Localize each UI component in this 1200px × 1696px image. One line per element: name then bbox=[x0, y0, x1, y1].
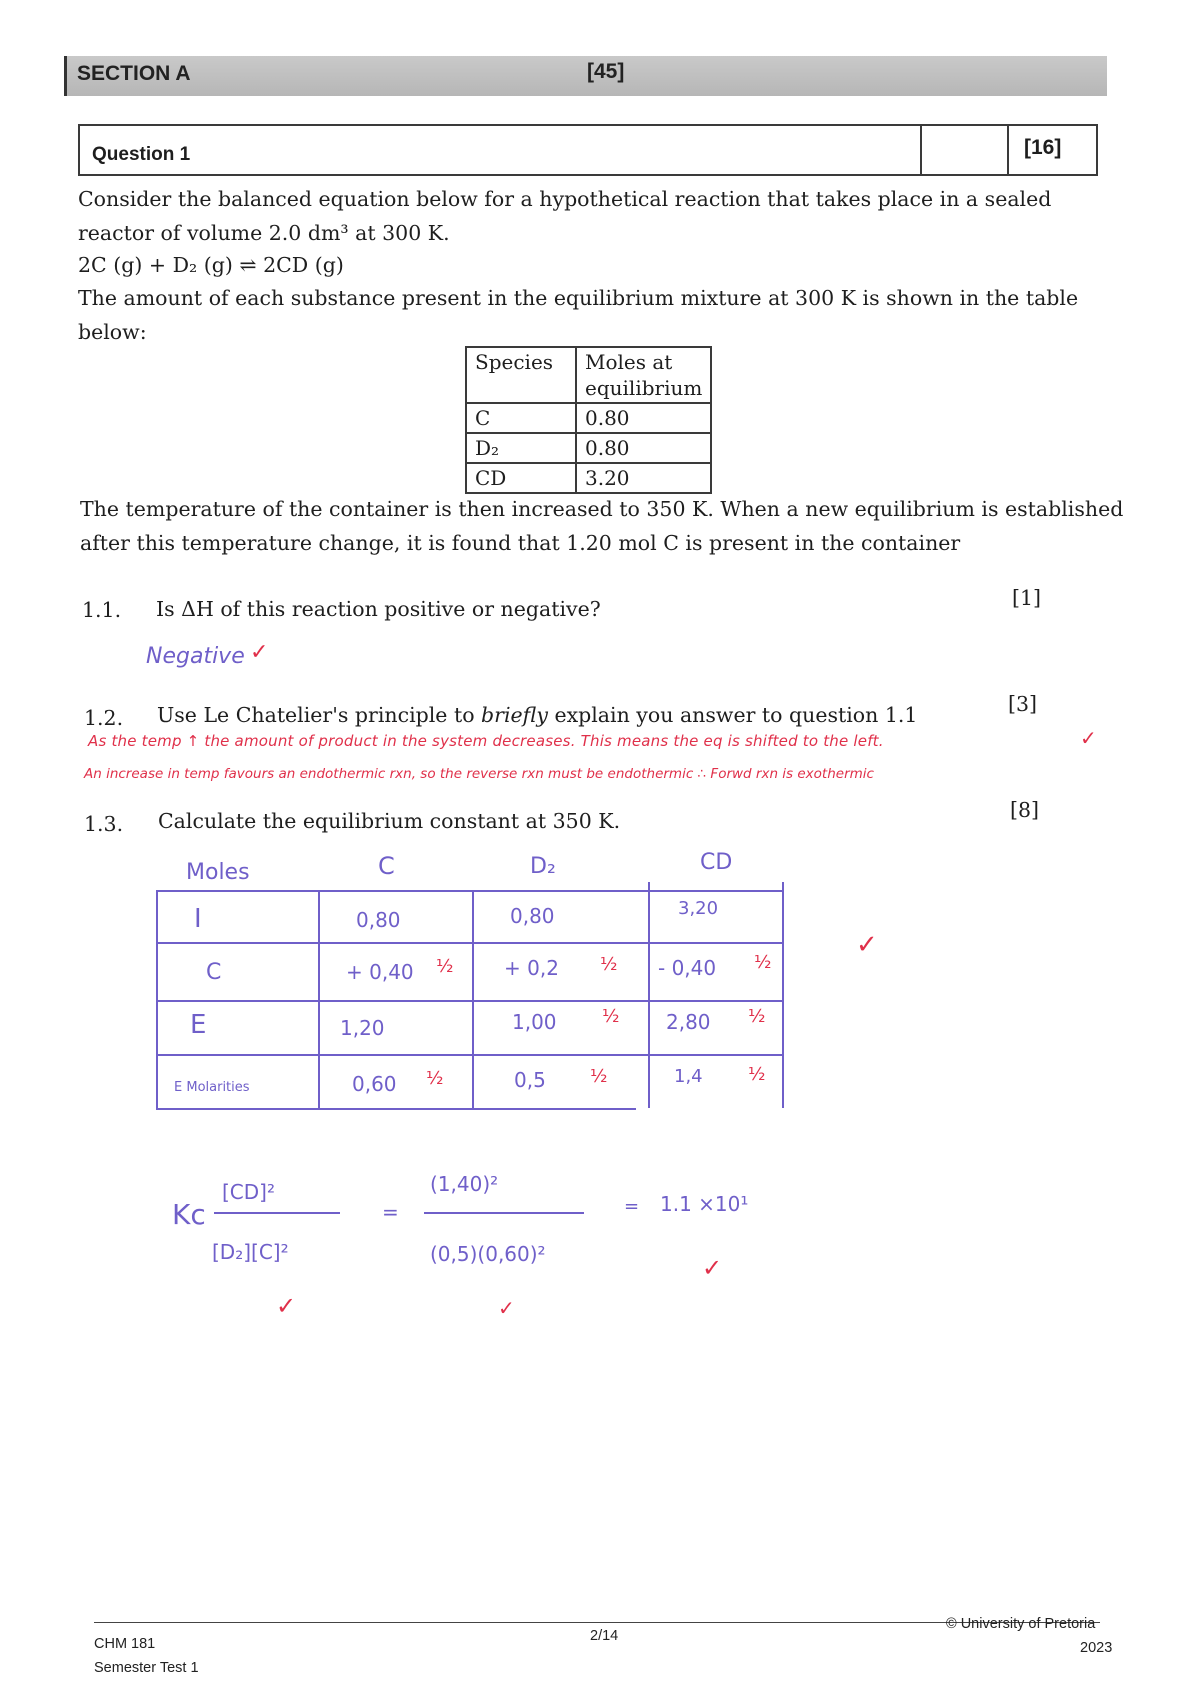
kc-numerator: (1,40)² bbox=[430, 1172, 499, 1196]
check-mark-icon: ✓ bbox=[250, 640, 269, 665]
intro-line-2: reactor of volume 2.0 dm³ at 300 K. bbox=[78, 221, 450, 245]
ice-cell: 0,80 bbox=[356, 908, 401, 932]
ice-cell: - 0,40 bbox=[658, 956, 717, 980]
ice-cell: 1,4 bbox=[674, 1066, 703, 1087]
table-header: Species bbox=[466, 347, 576, 403]
ice-cell: 3,20 bbox=[678, 898, 719, 919]
ice-row-label: C bbox=[206, 960, 222, 985]
half-mark-icon: ½ bbox=[590, 1066, 608, 1087]
section-marks: [45] bbox=[587, 60, 625, 83]
half-mark-icon: ½ bbox=[754, 952, 772, 973]
ice-column-header: C bbox=[378, 852, 395, 880]
divider bbox=[920, 126, 922, 174]
kc-symbol: Kc bbox=[172, 1198, 206, 1231]
question-text: Calculate the equilibrium constant at 350 K. bbox=[158, 809, 621, 833]
half-mark-icon: ½ bbox=[602, 1006, 620, 1027]
divider bbox=[1007, 126, 1009, 174]
question-number: 1.3. bbox=[84, 812, 124, 836]
question-marks: [8] bbox=[1010, 798, 1040, 822]
question-marks: [16] bbox=[1024, 136, 1062, 159]
ice-corner-label: Moles bbox=[186, 860, 250, 885]
table-row bbox=[466, 403, 711, 433]
check-mark-icon: ✓ bbox=[702, 1254, 723, 1282]
table-row bbox=[466, 433, 711, 463]
fraction-bar bbox=[424, 1212, 584, 1214]
equals-sign: = bbox=[382, 1200, 399, 1224]
ice-cell: 0,80 bbox=[510, 904, 555, 928]
intro-line-3: The amount of each substance present in the equilibrium mixture at 300 K is shown in the table bbox=[78, 286, 1079, 310]
ice-cell: + 0,40 bbox=[346, 960, 414, 984]
after-table-line-2: after this temperature change, it is found that 1.20 mol C is present in the container bbox=[80, 531, 961, 555]
ice-column-header: CD bbox=[700, 850, 733, 875]
check-mark-icon: ✓ bbox=[1080, 726, 1097, 750]
question-number: 1.1. bbox=[82, 598, 122, 622]
question-marks: [1] bbox=[1012, 586, 1042, 610]
question-label: Question 1 bbox=[92, 144, 191, 165]
question-marks: [3] bbox=[1008, 692, 1038, 716]
intro-line-4: below: bbox=[78, 320, 147, 344]
footer-year: 2023 bbox=[1080, 1640, 1113, 1656]
half-mark-icon: ½ bbox=[748, 1064, 766, 1085]
equals-sign: = bbox=[624, 1196, 640, 1217]
check-mark-icon: ✓ bbox=[276, 1292, 297, 1320]
kc-numerator: [CD]² bbox=[222, 1180, 275, 1204]
footer-copyright: © University of Pretoria bbox=[946, 1616, 1096, 1632]
table-header-row bbox=[466, 347, 711, 403]
question-header-box bbox=[78, 124, 1098, 176]
kc-denominator: [D₂][C]² bbox=[212, 1240, 289, 1264]
ice-cell: 1,00 bbox=[512, 1010, 557, 1034]
check-mark-icon: ✓ bbox=[498, 1296, 515, 1320]
ice-cell: 0,5 bbox=[514, 1068, 546, 1092]
section-header-bar bbox=[64, 56, 1107, 96]
table-cell: 0.80 bbox=[576, 433, 711, 463]
after-table-line-1: The temperature of the container is then increased to 350 K. When a new equilibrium is established bbox=[80, 497, 1124, 521]
table-header: Moles at equilibrium bbox=[576, 347, 711, 403]
ice-column-header: D₂ bbox=[530, 854, 556, 879]
ice-cell: 0,60 bbox=[352, 1072, 397, 1096]
ice-cell: 1,20 bbox=[340, 1016, 385, 1040]
footer-page: 2/14 bbox=[590, 1628, 619, 1644]
ice-row-label: I bbox=[194, 904, 202, 934]
fraction-bar bbox=[214, 1212, 340, 1214]
question-number: 1.2. bbox=[84, 706, 124, 730]
ice-cell: + 0,2 bbox=[504, 956, 559, 980]
half-mark-icon: ½ bbox=[600, 954, 618, 975]
equilibrium-table bbox=[465, 346, 712, 494]
table-cell: 0.80 bbox=[576, 403, 711, 433]
half-mark-icon: ½ bbox=[436, 956, 454, 977]
table-cell: CD bbox=[466, 463, 576, 493]
section-title: SECTION A bbox=[77, 62, 191, 85]
check-mark-icon: ✓ bbox=[856, 930, 878, 960]
ice-table bbox=[150, 850, 790, 1100]
handwritten-answer: As the temp ↑ the amount of product in the system decreases. This means the eq is shifted to the left. bbox=[88, 732, 884, 750]
kc-denominator: (0,5)(0,60)² bbox=[430, 1242, 546, 1266]
table-cell: D₂ bbox=[466, 433, 576, 463]
question-text: Is ΔH of this reaction positive or negative? bbox=[156, 597, 601, 621]
ice-row-label: E Molarities bbox=[174, 1080, 250, 1095]
intro-line-1: Consider the balanced equation below for a hypothetical reaction that takes place in a sealed bbox=[78, 187, 1052, 211]
kc-result: 1.1 ×10¹ bbox=[660, 1192, 749, 1216]
ice-row-label: E bbox=[190, 1010, 207, 1040]
handwritten-answer: Negative bbox=[146, 644, 245, 669]
footer-course: CHM 181 bbox=[94, 1636, 156, 1652]
table-row bbox=[466, 463, 711, 493]
half-mark-icon: ½ bbox=[748, 1006, 766, 1027]
reaction-equation: 2C (g) + D₂ (g) ⇌ 2CD (g) bbox=[78, 253, 344, 277]
question-text: Use Le Chatelier's principle to briefly explain you answer to question 1.1 bbox=[157, 703, 918, 727]
table-cell: C bbox=[466, 403, 576, 433]
footer-test: Semester Test 1 bbox=[94, 1660, 199, 1676]
ice-cell: 2,80 bbox=[666, 1010, 711, 1034]
half-mark-icon: ½ bbox=[426, 1068, 444, 1089]
handwritten-answer: An increase in temp favours an endothermic rxn, so the reverse rxn must be endothermic ∴ Forwd rxn is exothermic bbox=[84, 766, 874, 782]
table-cell: 3.20 bbox=[576, 463, 711, 493]
